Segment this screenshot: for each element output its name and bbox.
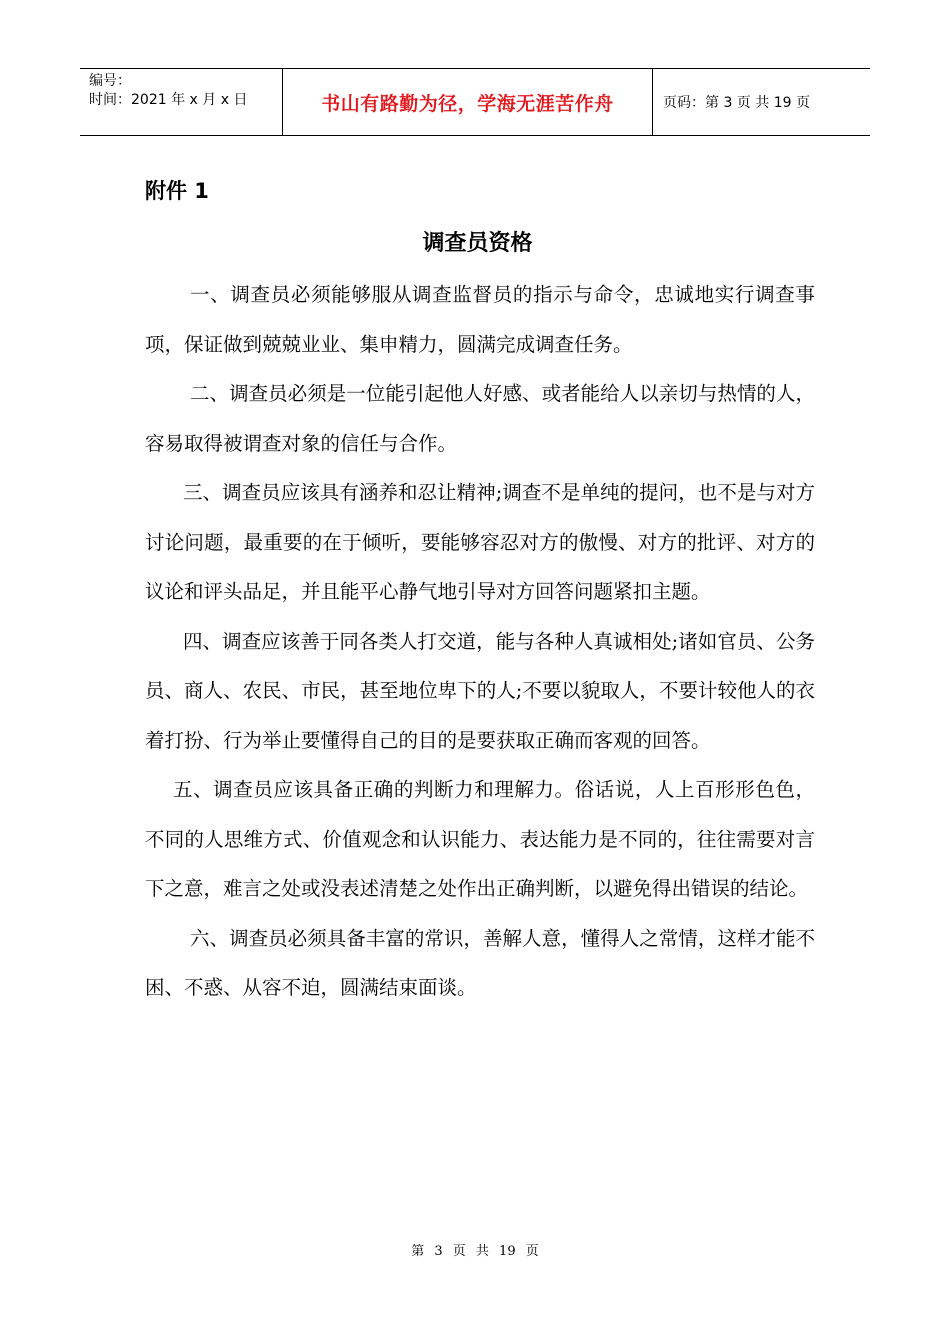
header-meta-cell <box>80 69 282 135</box>
header-page-info: 页码：第 3 页 共 19 页 <box>663 95 810 111</box>
paragraph-5: 五、调查员应该具备正确的判断力和理解力。俗话说，人上百形形色色，不同的人思维方式、价值观念和认识能力、表达能力是不同的，往往需要对言下之意，难言之处或没表述清楚之处作出正确判断，以避免得出错误的结论。 <box>145 778 815 900</box>
paragraph-1: 一、调查员必须能够服从调查监督员的指示与命令，忠诚地实行调查事项，保证做到兢兢业业、集申精力，圆满完成调查任务。 <box>145 283 815 356</box>
paragraph-6: 六、调查员必须具备丰富的常识，善解人意，懂得人之常情，这样才能不困、不惑、从容不迫，圆满结束面谈。 <box>145 926 815 999</box>
header-motto: 书山有路勤为径，学海无涯苦作舟 <box>282 69 653 135</box>
page-footer: 第 3 页 共 19 页 <box>411 1244 539 1259</box>
page-title-text: 调查员资格 <box>422 231 533 256</box>
annex-title: 附件 1 <box>145 179 209 203</box>
serial-number-label: 编号： <box>89 73 131 89</box>
paragraph-4: 四、调查应该善于同各类人打交道，能与各种人真诚相处;诸如官员、公务员、商人、农民、市民，甚至地位卑下的人;不要以貌取人，不要计较他人的衣着打扮、行为举止要懂得自己的目的是要获取正确而客观的回答。 <box>145 629 815 752</box>
page-title <box>0 226 950 257</box>
document-body <box>145 270 815 1013</box>
paragraph-3: 三、调查员应该具有涵养和忍让精神;调查不是单纯的提问，也不是与对方讨论问题，最重要的在于倾听，要能够容忍对方的傲慢、对方的批评、对方的议论和评头品足，并且能平心静气地引导对方回答问题紧扣主题。 <box>145 481 815 603</box>
date-label: 时间：2021 年 x 月 x 日 <box>89 92 248 108</box>
document-header <box>80 68 870 136</box>
paragraph-2: 二、调查员必须是一位能引起他人好感、或者能给人以亲切与热情的人，容易取得被谓查对象的信任与合作。 <box>145 382 815 455</box>
